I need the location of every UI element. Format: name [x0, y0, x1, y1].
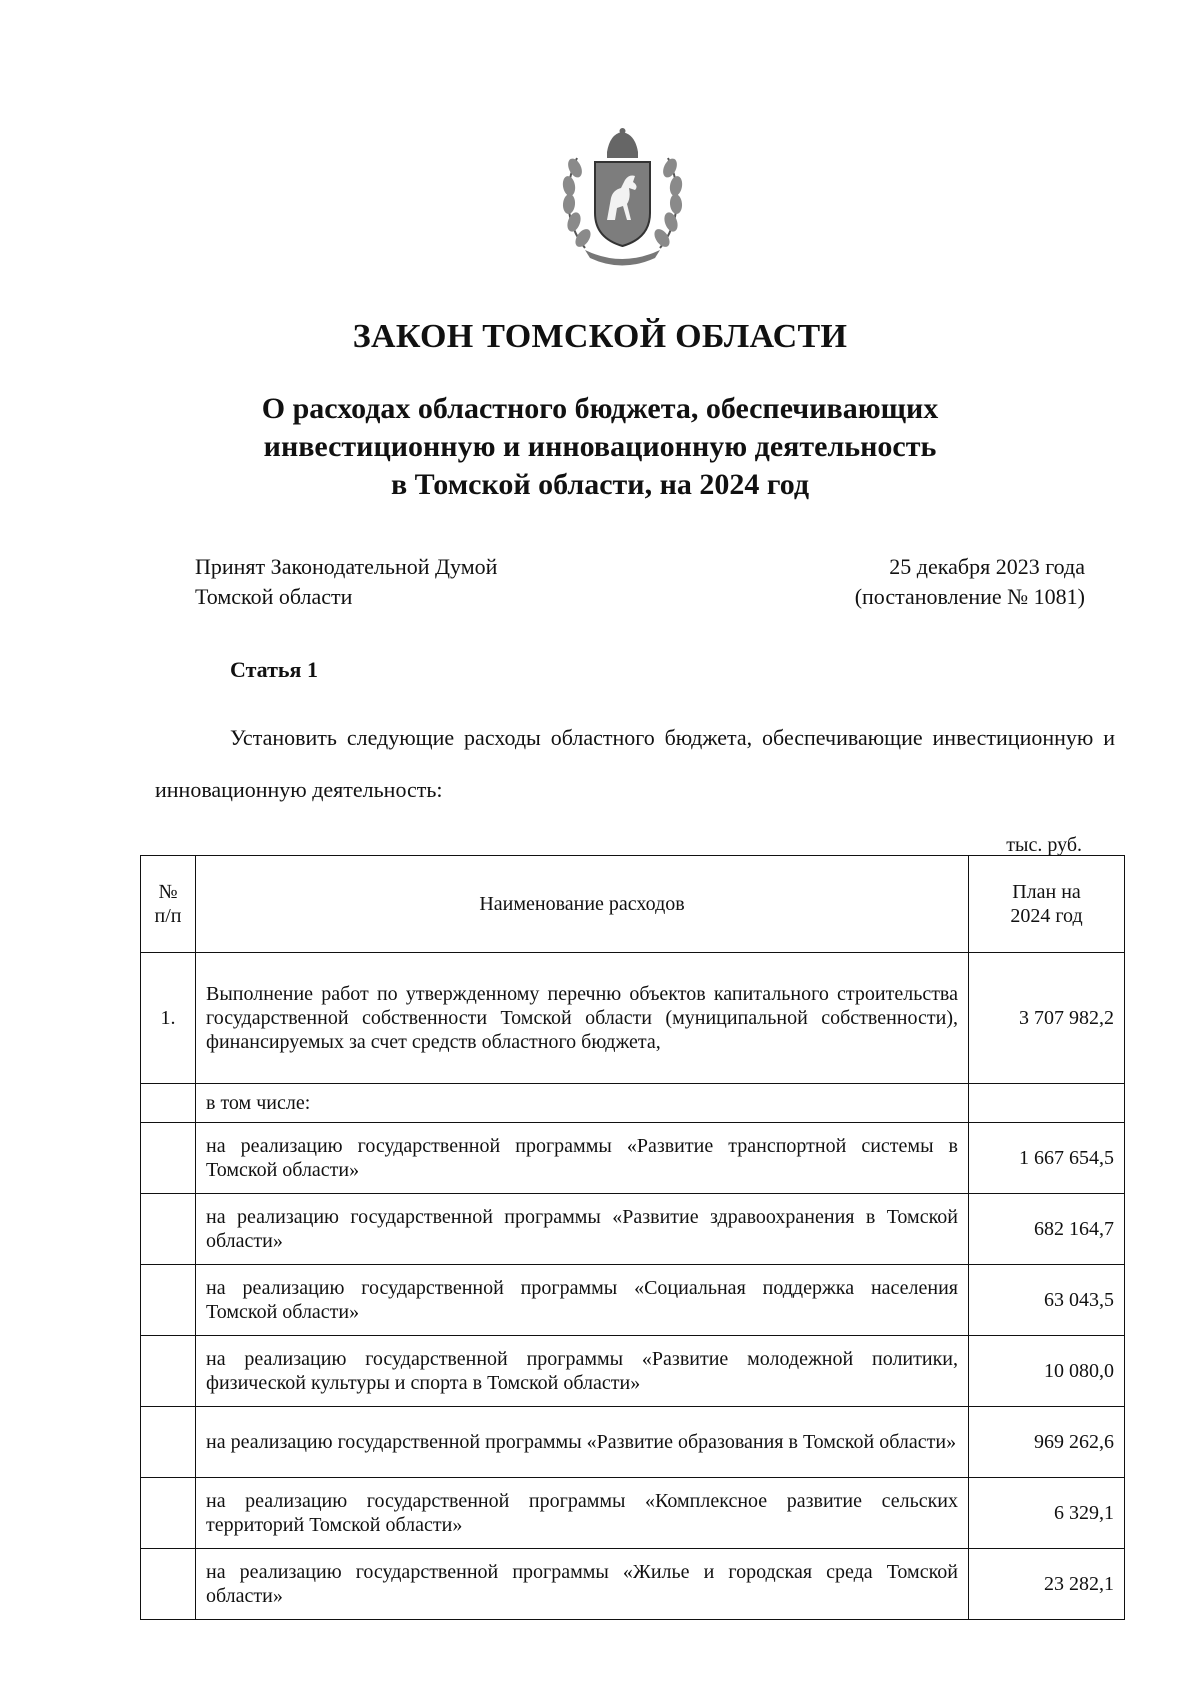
article-intro-text: Установить следующие расходы областного бюджета, обеспечивающие инвестиционную и инновационную деятельность: [155, 725, 1115, 802]
row-name: на реализацию государственной программы «Развитие здравоохранения в Томской области» [196, 1194, 969, 1265]
row-value: 1 667 654,5 [969, 1123, 1125, 1194]
row-num [141, 1265, 196, 1336]
row-name: на реализацию государственной программы «Жилье и городская среда Томской области» [196, 1549, 969, 1620]
row-num [141, 1336, 196, 1407]
table-row [141, 1336, 1125, 1407]
table-row [141, 1194, 1125, 1265]
row-num [141, 1549, 196, 1620]
row-num [141, 1407, 196, 1478]
row-value: 23 282,1 [969, 1549, 1125, 1620]
article-heading: Статья 1 [230, 657, 318, 682]
row-name: на реализацию государственной программы «Развитие образования в Томской области» [196, 1407, 969, 1478]
row-name: на реализацию государственной программы «Социальная поддержка населения Томской области» [196, 1265, 969, 1336]
adopted-by-line: Томской области [195, 584, 353, 609]
adopted-date-line: 25 декабря 2023 года [889, 554, 1085, 579]
table-row [141, 1407, 1125, 1478]
row-num [141, 1123, 196, 1194]
subtitle-line: О расходах областного бюджета, обеспечивающих [261, 392, 939, 425]
row-value [969, 1084, 1125, 1123]
units-label: тыс. руб. [1006, 834, 1082, 856]
coat-of-arms-icon [555, 128, 690, 268]
row-name: в том числе: [196, 1084, 969, 1123]
row-num: 1. [141, 953, 196, 1084]
table-row [141, 1084, 1125, 1123]
row-name: на реализацию государственной программы «Развитие молодежной политики, физической культуры и спорта в Томской области» [196, 1336, 969, 1407]
adopted-by-line: Принят Законодательной Думой [195, 554, 498, 579]
document-subtitle [150, 390, 1050, 504]
adopted-by-block [195, 552, 497, 612]
row-value: 63 043,5 [969, 1265, 1125, 1336]
table-row [141, 953, 1125, 1084]
table-row [141, 1123, 1125, 1194]
header-name: Наименование расходов [196, 856, 969, 953]
row-value: 969 262,6 [969, 1407, 1125, 1478]
row-value: 682 164,7 [969, 1194, 1125, 1265]
table-header-row [141, 856, 1125, 953]
row-num [141, 1194, 196, 1265]
adopted-date-block [855, 552, 1085, 612]
table-row [141, 1478, 1125, 1549]
header-num: № п/п [141, 856, 196, 953]
row-num [141, 1478, 196, 1549]
adopted-date-line: (постановление № 1081) [854, 584, 1085, 609]
row-name: на реализацию государственной программы «Развитие транспортной системы в Томской области» [196, 1123, 969, 1194]
row-value: 10 080,0 [969, 1336, 1125, 1407]
table-row [141, 1265, 1125, 1336]
header-plan: План на 2024 год [969, 856, 1125, 953]
expenses-table [140, 855, 1125, 1620]
subtitle-line: инвестиционную и инновационную деятельность [263, 430, 937, 463]
row-num [141, 1084, 196, 1123]
row-value: 3 707 982,2 [969, 953, 1125, 1084]
row-name: на реализацию государственной программы «Комплексное развитие сельских территорий Томской области» [196, 1478, 969, 1549]
row-value: 6 329,1 [969, 1478, 1125, 1549]
document-title: ЗАКОН ТОМСКОЙ ОБЛАСТИ [352, 318, 848, 355]
row-name: Выполнение работ по утвержденному перечню объектов капитального строительства государственной собственности Томской области (муниципальной собственности), финансируемых за счет средств областного бюджета, [196, 953, 969, 1084]
subtitle-line: в Томской области, на 2024 год [390, 468, 810, 501]
table-row [141, 1549, 1125, 1620]
